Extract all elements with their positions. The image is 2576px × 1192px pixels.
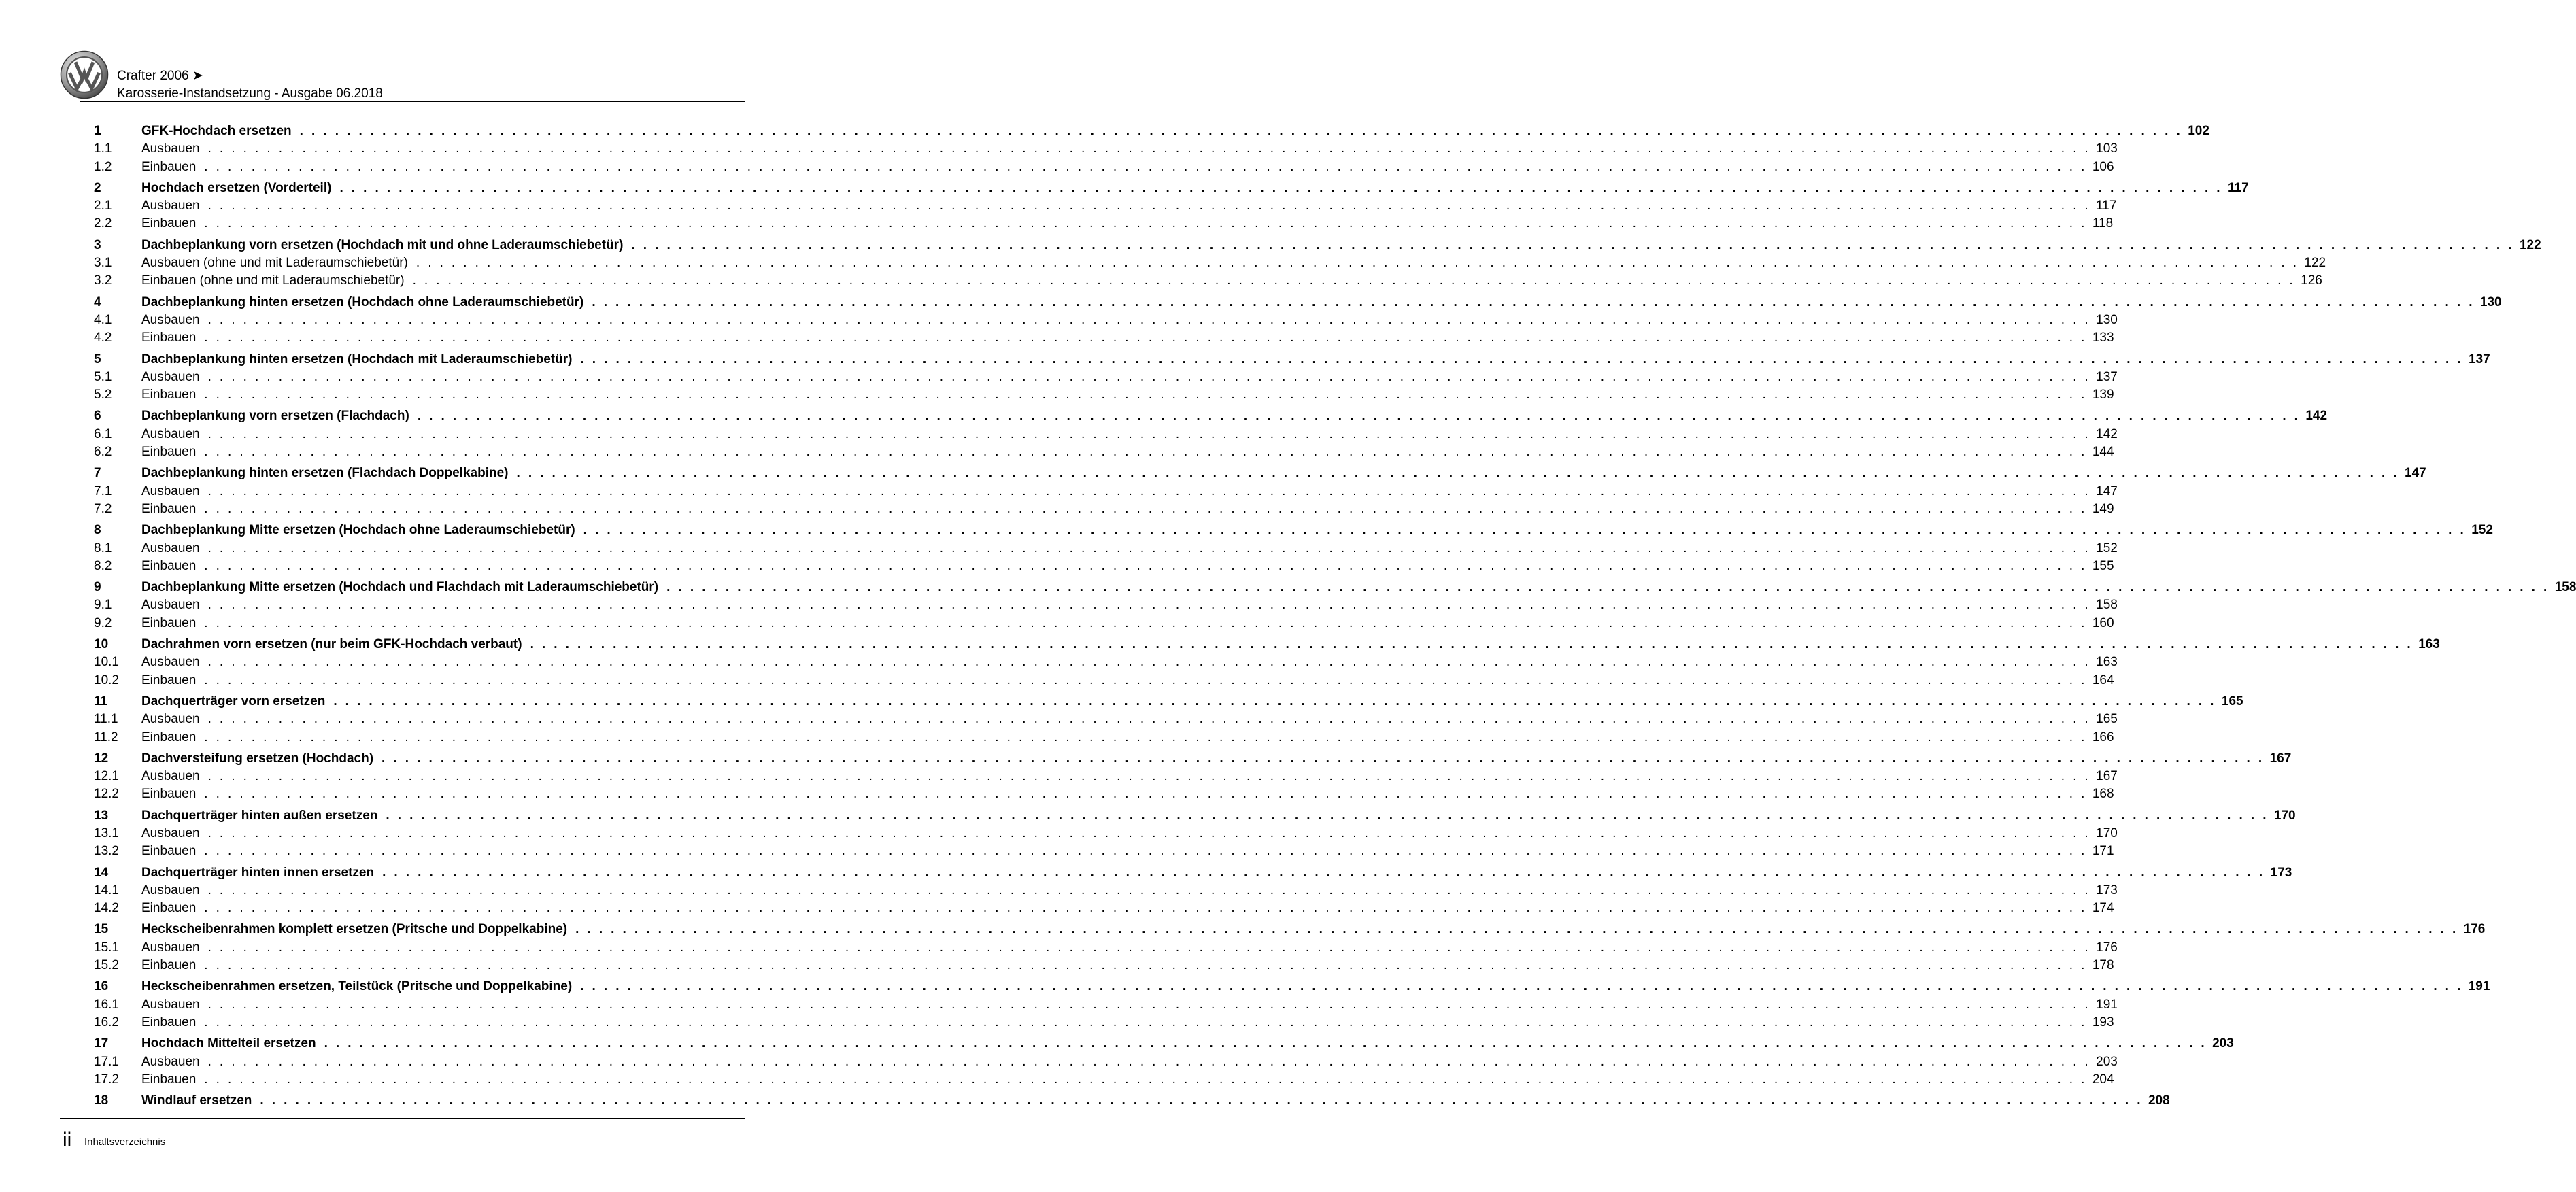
toc-number: 17.1 [94,1054,119,1069]
toc-page-number: 118 [2092,216,2114,231]
toc-title: Ausbauen [141,141,200,156]
toc-chapter-group [94,237,2541,290]
toc-page-number: 170 [2273,808,2296,823]
toc-section-row[interactable] [94,540,2118,558]
toc-number: 7.2 [94,501,112,516]
toc-section-row[interactable] [94,215,2114,233]
toc-number: 15.1 [94,940,119,955]
toc-section-row[interactable] [94,369,2118,386]
toc-page-number: 167 [2096,769,2118,784]
toc-number: 14.1 [94,883,119,898]
toc-title: Dachbeplankung hinten ersetzen (Hochdach ohne Laderaumschiebetür) [141,294,584,309]
toc-title: Einbauen [141,445,197,460]
toc-section-row[interactable] [94,140,2118,158]
toc-chapter-row[interactable] [94,921,2486,938]
toc-number: 10.1 [94,655,119,670]
toc-page-number: 168 [2092,787,2114,802]
toc-leader-dots: . . . . . . . . . . . . . . . . . . . . . . . . . . . . . . . . . . . . . . . . . . . . . . . . . . . . . . . . . . . . . . . . . . . . . . . . . . . . . . . . . . . . . . . . . . . . . . . . . . . . . . . . . . . . . . . . . . . . . . . . . . . . . . . . . . . . . . . . . . . . . . . . . . . . . . . . . . . . . . . . [204,159,2087,174]
toc-number: 8.1 [94,541,112,556]
toc-leader-dots: . . . . . . . . . . . . . . . . . . . . . . . . . . . . . . . . . . . . . . . . . . . . . . . . . . . . . . . . . . . . . . . . . . . . . . . . . . . . . . . . . . . . . . . . . . . . . . . . . . . . . . . . . . . . . . . . . . . . . . . . . . . . . . . . . . . . . . . . . . . . . . . . . . . . . . . . . . . . . . . . [324,1036,2207,1051]
toc-number: 17.2 [94,1072,119,1087]
toc-chapter-row[interactable] [94,579,2576,596]
toc-section-row[interactable] [94,254,2326,272]
toc-leader-dots: . . . . . . . . . . . . . . . . . . . . . . . . . . . . . . . . . . . . . . . . . . . . . . . . . . . . . . . . . . . . . . . . . . . . . . . . . . . . . . . . . . . . . . . . . . . . . . . . . . . . . . . . . . . . . . . . . . . . . . . . . . . . . . . . . . . . . . . . . . . . . . . . . . . . . . . . . . . . . . . . [207,541,2091,556]
toc-chapter-group [94,864,2292,918]
toc-page-number: 167 [2269,751,2292,766]
toc-leader-dots: . . . . . . . . . . . . . . . . . . . . . . . . . . . . . . . . . . . . . . . . . . . . . . . . . . . . . . . . . . . . . . . . . . . . . . . . . . . . . . . . . . . . . . . . . . . . . . . . . . . . . . . . . . . . . . . . . . . . . . . . . . . . . . . . . . . . . . . . . . . . . . . . . . . . . . . . . . . . . . . . [204,388,2087,403]
toc-title: Einbauen [141,730,197,745]
toc-title: Einbauen [141,1072,197,1087]
toc-leader-dots: . . . . . . . . . . . . . . . . . . . . . . . . . . . . . . . . . . . . . . . . . . . . . . . . . . . . . . . . . . . . . . . . . . . . . . . . . . . . . . . . . . . . . . . . . . . . . . . . . . . . . . . . . . . . . . . . . . . . . . . . . . . . . . . . . . . . . . . . . . . . . . . . . . . . . . . . . . . . . . . . [516,466,2400,481]
toc-chapter-row[interactable] [94,522,2493,539]
toc-leader-dots: . . . . . . . . . . . . . . . . . . . . . . . . . . . . . . . . . . . . . . . . . . . . . . . . . . . . . . . . . . . . . . . . . . . . . . . . . . . . . . . . . . . . . . . . . . . . . . . . . . . . . . . . . . . . . . . . . . . . . . . . . . . . . . . . . . . . . . . . . . . . . . . . . . . . . . . . . . . . . . . . [204,501,2087,516]
toc-page-number: 163 [2096,655,2118,670]
toc-title: Dachquerträger vorn ersetzen [141,694,326,709]
toc-number: 11.2 [94,730,118,745]
toc-leader-dots: . . . . . . . . . . . . . . . . . . . . . . . . . . . . . . . . . . . . . . . . . . . . . . . . . . . . . . . . . . . . . . . . . . . . . . . . . . . . . . . . . . . . . . . . . . . . . . . . . . . . . . . . . . . . . . . . . . . . . . . . . . . . . . . . . . . . . . . . . . . . . . . . . . . . . . . . . . . . . . . . [204,1072,2087,1087]
toc-leader-dots: . . . . . . . . . . . . . . . . . . . . . . . . . . . . . . . . . . . . . . . . . . . . . . . . . . . . . . . . . . . . . . . . . . . . . . . . . . . . . . . . . . . . . . . . . . . . . . . . . . . . . . . . . . . . . . . . . . . . . . . . . . . . . . . . . . . . . . . . . . . . . . . . . . . . . . . . . . . . . . . . [207,312,2091,327]
toc-section-row[interactable] [94,1014,2114,1032]
toc-title: Einbauen (ohne und mit Laderaumschiebetür) [141,273,405,288]
toc-chapter-group [94,407,2328,461]
toc-number: 6.2 [94,445,112,460]
toc-leader-dots: . . . . . . . . . . . . . . . . . . . . . . . . . . . . . . . . . . . . . . . . . . . . . . . . . . . . . . . . . . . . . . . . . . . . . . . . . . . . . . . . . . . . . . . . . . . . . . . . . . . . . . . . . . . . . . . . . . . . . . . . . . . . . . . . . . . . . . . . . . . . . . . . . . . . . . . . . . . . . . . . [575,922,2458,937]
toc-page-number: 191 [2096,997,2118,1012]
toc-title: Einbauen [141,159,197,174]
toc-leader-dots: . . . . . . . . . . . . . . . . . . . . . . . . . . . . . . . . . . . . . . . . . . . . . . . . . . . . . . . . . . . . . . . . . . . . . . . . . . . . . . . . . . . . . . . . . . . . . . . . . . . . . . . . . . . . . . . . . . . . . . . . . . . . . . . . . . . . . . . . . . . . . . . . . . . . . . . . . . . . . . . . [204,844,2087,859]
toc-chapter-row[interactable] [94,1035,2234,1053]
toc-page-number: 191 [2468,979,2490,994]
toc-leader-dots: . . . . . . . . . . . . . . . . . . . . . . . . . . . . . . . . . . . . . . . . . . . . . . . . . . . . . . . . . . . . . . . . . . . . . . . . . . . . . . . . . . . . . . . . . . . . . . . . . . . . . . . . . . . . . . . . . . . . . . . . . . . . . . . . . . . . . . . . . . . . . . . . . . . . . . . . . . . . . . . . [382,865,2265,880]
header-rule [80,101,745,102]
toc-section-row[interactable] [94,939,2118,957]
toc-page-number: 149 [2092,501,2114,516]
toc-title: Ausbauen [141,312,200,327]
toc-chapter-group [94,978,2490,1032]
toc-page-number: 142 [2096,426,2118,441]
toc-title: Einbauen [141,330,197,345]
toc-page-number: 122 [2519,237,2541,252]
toc-section-row[interactable] [94,329,2114,347]
toc-number: 4.1 [94,312,112,327]
toc-page-number: 133 [2092,330,2114,345]
toc-chapter-group [94,122,2209,176]
toc-title: Ausbauen [141,883,200,898]
toc-page-number: 155 [2092,558,2114,573]
toc-section-row[interactable] [94,426,2118,443]
footer-rule [60,1118,745,1119]
toc-title: Einbauen [141,501,197,516]
toc-page-number: 203 [2096,1054,2118,1069]
toc-number: 5.2 [94,388,112,403]
toc-leader-dots: . . . . . . . . . . . . . . . . . . . . . . . . . . . . . . . . . . . . . . . . . . . . . . . . . . . . . . . . . . . . . . . . . . . . . . . . . . . . . . . . . . . . . . . . . . . . . . . . . . . . . . . . . . . . . . . . . . . . . . . . . . . . . . . . . . . . . . . . . . . . . . . . . . . . . . . . . . . . . . . . [666,580,2549,595]
toc-number: 16 [94,979,109,994]
toc-leader-dots: . . . . . . . . . . . . . . . . . . . . . . . . . . . . . . . . . . . . . . . . . . . . . . . . . . . . . . . . . . . . . . . . . . . . . . . . . . . . . . . . . . . . . . . . . . . . . . . . . . . . . . . . . . . . . . . . . . . . . . . . . . . . . . . . . . . . . . . . . . . . . . . . . . . . . . . . . . . . . . . . [207,825,2091,840]
toc-title: GFK-Hochdach ersetzen [141,124,292,138]
toc-leader-dots: . . . . . . . . . . . . . . . . . . . . . . . . . . . . . . . . . . . . . . . . . . . . . . . . . . . . . . . . . . . . . . . . . . . . . . . . . . . . . . . . . . . . . . . . . . . . . . . . . . . . . . . . . . . . . . . . . . . . . . . . . . . . . . . . . . . . . . . . . . . . . . . . . . . . . . . . . . . . . . . . [207,1054,2091,1069]
toc-leader-dots: . . . . . . . . . . . . . . . . . . . . . . . . . . . . . . . . . . . . . . . . . . . . . . . . . . . . . . . . . . . . . . . . . . . . . . . . . . . . . . . . . . . . . . . . . . . . . . . . . . . . . . . . . . . . . . . . . . . . . . . . . . . . . . . . . . . . . . . . . . . . . . . . . . . . . . . . . . . . . . . . [583,523,2467,538]
toc-leader-dots: . . . . . . . . . . . . . . . . . . . . . . . . . . . . . . . . . . . . . . . . . . . . . . . . . . . . . . . . . . . . . . . . . . . . . . . . . . . . . . . . . . . . . . . . . . . . . . . . . . . . . . . . . . . . . . . . . . . . . . . . . . . . . . . . . . . . . . . . . . . . . . . . . . . . . . . . . . . . . . . . [207,883,2091,898]
toc-section-row[interactable] [94,653,2118,671]
toc-leader-dots: . . . . . . . . . . . . . . . . . . . . . . . . . . . . . . . . . . . . . . . . . . . . . . . . . . . . . . . . . . . . . . . . . . . . . . . . . . . . . . . . . . . . . . . . . . . . . . . . . . . . . . . . . . . . . . . . . . . . . . . . . . . . . . . . . . . . . . . . . . . . . . . . . . . . . . . . . . . . . . . . [204,787,2087,802]
toc-page-number: 173 [2270,865,2292,880]
toc-page-number: 174 [2092,901,2114,916]
toc-title: Heckscheibenrahmen komplett ersetzen (Pritsche und Doppelkabine) [141,922,568,937]
toc-leader-dots: . . . . . . . . . . . . . . . . . . . . . . . . . . . . . . . . . . . . . . . . . . . . . . . . . . . . . . . . . . . . . . . . . . . . . . . . . . . . . . . . . . . . . . . . . . . . . . . . . . . . . . . . . . . . . . . . . . . . . . . . . . . . . . . . . . . . . . . . . . . . . . . . . . . . . . . . . . . . . . . . [207,769,2091,784]
toc-title: Heckscheibenrahmen ersetzen, Teilstück (Pritsche und Doppelkabine) [141,979,573,994]
toc-section-row[interactable] [94,443,2114,461]
header-title: Crafter 2006 ➤ [117,69,203,83]
toc-section-row[interactable] [94,272,2322,290]
toc-page-number: 176 [2463,922,2486,937]
toc-title: Einbauen [141,216,197,231]
toc-leader-dots: . . . . . . . . . . . . . . . . . . . . . . . . . . . . . . . . . . . . . . . . . . . . . . . . . . . . . . . . . . . . . . . . . . . . . . . . . . . . . . . . . . . . . . . . . . . . . . . . . . . . . . . . . . . . . . . . . . . . . . . . . . . . . . . . . . . . . . . . . . . . . . . . . . . . . . . . . . . . . . . . [386,808,2269,823]
toc-leader-dots: . . . . . . . . . . . . . . . . . . . . . . . . . . . . . . . . . . . . . . . . . . . . . . . . . . . . . . . . . . . . . . . . . . . . . . . . . . . . . . . . . . . . . . . . . . . . . . . . . . . . . . . . . . . . . . . . . . . . . . . . . . . . . . . . . . . . . . . . . . . . . . . . . . . . . . . . . . . . . . . . [204,672,2087,687]
toc-number: 6 [94,409,101,424]
toc-number: 5.1 [94,369,112,384]
toc-chapter-row[interactable] [94,122,2209,140]
toc-number: 7 [94,466,101,481]
toc-title: Ausbauen (ohne und mit Laderaumschiebetür) [141,256,408,271]
toc-page-number: 158 [2554,580,2576,595]
toc-page-number: 152 [2471,523,2493,538]
toc-title: Einbauen [141,672,197,687]
toc-page-number: 165 [2221,694,2243,709]
toc-page-number: 165 [2096,712,2118,727]
toc-title: Ausbauen [141,997,200,1012]
toc-section-row[interactable] [94,558,2114,575]
toc-number: 6.1 [94,426,112,441]
toc-title: Ausbauen [141,598,200,613]
toc-leader-dots: . . . . . . . . . . . . . . . . . . . . . . . . . . . . . . . . . . . . . . . . . . . . . . . . . . . . . . . . . . . . . . . . . . . . . . . . . . . . . . . . . . . . . . . . . . . . . . . . . . . . . . . . . . . . . . . . . . . . . . . . . . . . . . . . . . . . . . . . . . . . . . . . . . . . . . . . . . . . . . . . [207,426,2091,441]
toc-page-number: 103 [2096,141,2118,156]
toc-page-number: 117 [2096,199,2117,214]
toc-number: 9 [94,580,101,595]
toc-page-number: 173 [2096,883,2118,898]
toc-title: Ausbauen [141,199,200,214]
toc-title: Ausbauen [141,369,200,384]
toc-leader-dots: . . . . . . . . . . . . . . . . . . . . . . . . . . . . . . . . . . . . . . . . . . . . . . . . . . . . . . . . . . . . . . . . . . . . . . . . . . . . . . . . . . . . . . . . . . . . . . . . . . . . . . . . . . . . . . . . . . . . . . . . . . . . . . . . . . . . . . . . . . . . . . . . . . . . . . . . . . . . . . . . [416,256,2299,271]
toc-chapter-row[interactable] [94,294,2502,311]
toc-number: 2.2 [94,216,112,231]
toc-title: Einbauen [141,615,197,630]
toc-page-number: 142 [2305,409,2328,424]
toc-chapter-row[interactable] [94,978,2490,995]
toc-number: 8.2 [94,558,112,573]
toc-page-number: 170 [2096,825,2118,840]
toc-title: Dachbeplankung hinten ersetzen (Flachdach Doppelkabine) [141,466,509,481]
toc-leader-dots: . . . . . . . . . . . . . . . . . . . . . . . . . . . . . . . . . . . . . . . . . . . . . . . . . . . . . . . . . . . . . . . . . . . . . . . . . . . . . . . . . . . . . . . . . . . . . . . . . . . . . . . . . . . . . . . . . . . . . . . . . . . . . . . . . . . . . . . . . . . . . . . . . . . . . . . . . . . . . . . . [204,958,2087,973]
toc-page-number: 137 [2469,352,2490,367]
footer-page-number: ii [63,1129,72,1151]
toc-section-row[interactable] [94,1053,2118,1071]
toc-chapter-group [94,693,2243,747]
toc-page-number: 152 [2096,541,2118,556]
toc-number: 7.1 [94,483,112,498]
toc-leader-dots: . . . . . . . . . . . . . . . . . . . . . . . . . . . . . . . . . . . . . . . . . . . . . . . . . . . . . . . . . . . . . . . . . . . . . . . . . . . . . . . . . . . . . . . . . . . . . . . . . . . . . . . . . . . . . . . . . . . . . . . . . . . . . . . . . . . . . . . . . . . . . . . . . . . . . . . . . . . . . . . . [207,141,2091,156]
toc-title: Windlauf ersetzen [141,1093,252,1108]
toc-leader-dots: . . . . . . . . . . . . . . . . . . . . . . . . . . . . . . . . . . . . . . . . . . . . . . . . . . . . . . . . . . . . . . . . . . . . . . . . . . . . . . . . . . . . . . . . . . . . . . . . . . . . . . . . . . . . . . . . . . . . . . . . . . . . . . . . . . . . . . . . . . . . . . . . . . . . . . . . . . . . . . . . [412,273,2296,288]
toc-chapter-row[interactable] [94,864,2292,882]
toc-number: 8 [94,523,101,538]
toc-leader-dots: . . . . . . . . . . . . . . . . . . . . . . . . . . . . . . . . . . . . . . . . . . . . . . . . . . . . . . . . . . . . . . . . . . . . . . . . . . . . . . . . . . . . . . . . . . . . . . . . . . . . . . . . . . . . . . . . . . . . . . . . . . . . . . . . . . . . . . . . . . . . . . . . . . . . . . . . . . . . . . . . [207,712,2091,727]
toc-leader-dots: . . . . . . . . . . . . . . . . . . . . . . . . . . . . . . . . . . . . . . . . . . . . . . . . . . . . . . . . . . . . . . . . . . . . . . . . . . . . . . . . . . . . . . . . . . . . . . . . . . . . . . . . . . . . . . . . . . . . . . . . . . . . . . . . . . . . . . . . . . . . . . . . . . . . . . . . . . . . . . . . [580,352,2463,367]
toc-leader-dots: . . . . . . . . . . . . . . . . . . . . . . . . . . . . . . . . . . . . . . . . . . . . . . . . . . . . . . . . . . . . . . . . . . . . . . . . . . . . . . . . . . . . . . . . . . . . . . . . . . . . . . . . . . . . . . . . . . . . . . . . . . . . . . . . . . . . . . . . . . . . . . . . . . . . . . . . . . . . . . . . [592,294,2475,309]
toc-page-number: 106 [2092,159,2114,174]
toc-section-row[interactable] [94,483,2118,500]
toc-leader-dots: . . . . . . . . . . . . . . . . . . . . . . . . . . . . . . . . . . . . . . . . . . . . . . . . . . . . . . . . . . . . . . . . . . . . . . . . . . . . . . . . . . . . . . . . . . . . . . . . . . . . . . . . . . . . . . . . . . . . . . . . . . . . . . . . . . . . . . . . . . . . . . . . . . . . . . . . . . . . . . . . [382,751,2265,766]
toc-number: 18 [94,1093,109,1108]
header-subtitle: Karosserie-Instandsetzung - Ausgabe 06.2018 [117,86,383,101]
toc-page-number: 147 [2405,466,2426,481]
toc-title: Einbauen [141,958,197,973]
toc-page-number: 160 [2092,615,2114,630]
toc-chapter-row[interactable] [94,180,2249,197]
toc-page-number: 204 [2092,1072,2114,1087]
toc-title: Einbauen [141,558,197,573]
toc-title: Einbauen [141,787,197,802]
toc-section-row[interactable] [94,729,2114,747]
toc-number: 3 [94,237,101,252]
toc-section-row[interactable] [94,672,2114,689]
toc-chapter-row[interactable] [94,464,2426,482]
toc-page-number: 144 [2092,445,2114,460]
toc-chapter-row[interactable] [94,636,2440,653]
toc-chapter-group [94,1092,2170,1110]
toc-chapter-row[interactable] [94,807,2296,825]
toc-number: 13 [94,808,109,823]
toc-title: Einbauen [141,1015,197,1029]
table-of-contents [94,122,2576,1113]
toc-title: Ausbauen [141,426,200,441]
toc-chapter-row[interactable] [94,693,2243,711]
toc-page-number: 139 [2092,388,2114,403]
toc-leader-dots: . . . . . . . . . . . . . . . . . . . . . . . . . . . . . . . . . . . . . . . . . . . . . . . . . . . . . . . . . . . . . . . . . . . . . . . . . . . . . . . . . . . . . . . . . . . . . . . . . . . . . . . . . . . . . . . . . . . . . . . . . . . . . . . . . . . . . . . . . . . . . . . . . . . . . . . . . . . . . . . . [207,598,2091,613]
toc-chapter-group [94,1035,2234,1089]
toc-chapter-group [94,636,2440,689]
toc-title: Ausbauen [141,483,200,498]
toc-page-number: 193 [2092,1015,2114,1029]
toc-number: 11 [94,694,108,709]
toc-number: 16.1 [94,997,119,1012]
toc-leader-dots: . . . . . . . . . . . . . . . . . . . . . . . . . . . . . . . . . . . . . . . . . . . . . . . . . . . . . . . . . . . . . . . . . . . . . . . . . . . . . . . . . . . . . . . . . . . . . . . . . . . . . . . . . . . . . . . . . . . . . . . . . . . . . . . . . . . . . . . . . . . . . . . . . . . . . . . . . . . . . . . . [299,124,2183,138]
toc-title: Hochdach Mittelteil ersetzen [141,1036,316,1051]
toc-chapter-row[interactable] [94,1092,2170,1110]
toc-number: 9.1 [94,598,112,613]
toc-number: 9.2 [94,615,112,630]
toc-chapter-group [94,294,2502,347]
toc-title: Einbauen [141,901,197,916]
toc-page-number: 203 [2212,1036,2234,1051]
toc-leader-dots: . . . . . . . . . . . . . . . . . . . . . . . . . . . . . . . . . . . . . . . . . . . . . . . . . . . . . . . . . . . . . . . . . . . . . . . . . . . . . . . . . . . . . . . . . . . . . . . . . . . . . . . . . . . . . . . . . . . . . . . . . . . . . . . . . . . . . . . . . . . . . . . . . . . . . . . . . . . . . . . . [339,180,2222,195]
toc-number: 13.1 [94,825,119,840]
toc-title: Dachbeplankung vorn ersetzen (Hochdach mit und ohne Laderaumschiebetür) [141,237,624,252]
toc-section-row[interactable] [94,500,2114,518]
toc-leader-dots: . . . . . . . . . . . . . . . . . . . . . . . . . . . . . . . . . . . . . . . . . . . . . . . . . . . . . . . . . . . . . . . . . . . . . . . . . . . . . . . . . . . . . . . . . . . . . . . . . . . . . . . . . . . . . . . . . . . . . . . . . . . . . . . . . . . . . . . . . . . . . . . . . . . . . . . . . . . . . . . . [204,1015,2087,1029]
toc-page-number: 126 [2301,273,2322,288]
toc-page-number: 178 [2092,958,2114,973]
toc-title: Dachversteifung ersetzen (Hochdach) [141,751,374,766]
toc-title: Dachbeplankung Mitte ersetzen (Hochdach und Flachdach mit Laderaumschiebetür) [141,580,659,595]
toc-section-row[interactable] [94,311,2118,329]
toc-page-number: 137 [2096,369,2118,384]
toc-title: Dachrahmen vorn ersetzen (nur beim GFK-Hochdach verbaut) [141,637,522,652]
footer-section-label: Inhaltsverzeichnis [84,1136,166,1148]
toc-leader-dots: . . . . . . . . . . . . . . . . . . . . . . . . . . . . . . . . . . . . . . . . . . . . . . . . . . . . . . . . . . . . . . . . . . . . . . . . . . . . . . . . . . . . . . . . . . . . . . . . . . . . . . . . . . . . . . . . . . . . . . . . . . . . . . . . . . . . . . . . . . . . . . . . . . . . . . . . . . . . . . . . [207,655,2091,670]
toc-title: Einbauen [141,388,197,403]
toc-chapter-group [94,351,2490,405]
toc-chapter-group [94,579,2576,632]
toc-leader-dots: . . . . . . . . . . . . . . . . . . . . . . . . . . . . . . . . . . . . . . . . . . . . . . . . . . . . . . . . . . . . . . . . . . . . . . . . . . . . . . . . . . . . . . . . . . . . . . . . . . . . . . . . . . . . . . . . . . . . . . . . . . . . . . . . . . . . . . . . . . . . . . . . . . . . . . . . . . . . . . . . [207,940,2091,955]
toc-section-row[interactable] [94,957,2114,974]
toc-section-row[interactable] [94,825,2118,842]
toc-chapter-row[interactable] [94,351,2490,369]
toc-leader-dots: . . . . . . . . . . . . . . . . . . . . . . . . . . . . . . . . . . . . . . . . . . . . . . . . . . . . . . . . . . . . . . . . . . . . . . . . . . . . . . . . . . . . . . . . . . . . . . . . . . . . . . . . . . . . . . . . . . . . . . . . . . . . . . . . . . . . . . . . . . . . . . . . . . . . . . . . . . . . . . . . [204,901,2087,916]
toc-section-row[interactable] [94,615,2114,632]
toc-leader-dots: . . . . . . . . . . . . . . . . . . . . . . . . . . . . . . . . . . . . . . . . . . . . . . . . . . . . . . . . . . . . . . . . . . . . . . . . . . . . . . . . . . . . . . . . . . . . . . . . . . . . . . . . . . . . . . . . . . . . . . . . . . . . . . . . . . . . . . . . . . . . . . . . . . . . . . . . . . . . . . . . [204,558,2087,573]
toc-number: 1.2 [94,159,112,174]
toc-leader-dots: . . . . . . . . . . . . . . . . . . . . . . . . . . . . . . . . . . . . . . . . . . . . . . . . . . . . . . . . . . . . . . . . . . . . . . . . . . . . . . . . . . . . . . . . . . . . . . . . . . . . . . . . . . . . . . . . . . . . . . . . . . . . . . . . . . . . . . . . . . . . . . . . . . . . . . . . . . . . . . . . [204,330,2087,345]
toc-chapter-group [94,921,2486,974]
toc-title: Einbauen [141,844,197,859]
toc-number: 11.1 [94,712,118,727]
toc-title: Dachquerträger hinten innen ersetzen [141,865,375,880]
toc-number: 14.2 [94,901,119,916]
toc-section-row[interactable] [94,768,2118,785]
toc-chapter-group [94,807,2296,861]
toc-leader-dots: . . . . . . . . . . . . . . . . . . . . . . . . . . . . . . . . . . . . . . . . . . . . . . . . . . . . . . . . . . . . . . . . . . . . . . . . . . . . . . . . . . . . . . . . . . . . . . . . . . . . . . . . . . . . . . . . . . . . . . . . . . . . . . . . . . . . . . . . . . . . . . . . . . . . . . . . . . . . . . . . [204,216,2087,231]
toc-number: 1.1 [94,141,112,156]
toc-page-number: 147 [2096,483,2118,498]
toc-title: Dachbeplankung Mitte ersetzen (Hochdach ohne Laderaumschiebetür) [141,523,575,538]
toc-title: Dachbeplankung vorn ersetzen (Flachdach) [141,409,409,424]
toc-page-number: 130 [2479,294,2502,309]
toc-number: 12 [94,751,109,766]
toc-leader-dots: . . . . . . . . . . . . . . . . . . . . . . . . . . . . . . . . . . . . . . . . . . . . . . . . . . . . . . . . . . . . . . . . . . . . . . . . . . . . . . . . . . . . . . . . . . . . . . . . . . . . . . . . . . . . . . . . . . . . . . . . . . . . . . . . . . . . . . . . . . . . . . . . . . . . . . . . . . . . . . . . [204,445,2087,460]
toc-leader-dots: . . . . . . . . . . . . . . . . . . . . . . . . . . . . . . . . . . . . . . . . . . . . . . . . . . . . . . . . . . . . . . . . . . . . . . . . . . . . . . . . . . . . . . . . . . . . . . . . . . . . . . . . . . . . . . . . . . . . . . . . . . . . . . . . . . . . . . . . . . . . . . . . . . . . . . . . . . . . . . . . [333,694,2216,709]
toc-leader-dots: . . . . . . . . . . . . . . . . . . . . . . . . . . . . . . . . . . . . . . . . . . . . . . . . . . . . . . . . . . . . . . . . . . . . . . . . . . . . . . . . . . . . . . . . . . . . . . . . . . . . . . . . . . . . . . . . . . . . . . . . . . . . . . . . . . . . . . . . . . . . . . . . . . . . . . . . . . . . . . . . [260,1093,2143,1108]
toc-number: 3.1 [94,256,112,271]
toc-page-number: 163 [2418,637,2440,652]
toc-number: 17 [94,1036,109,1051]
toc-number: 3.2 [94,273,112,288]
toc-leader-dots: . . . . . . . . . . . . . . . . . . . . . . . . . . . . . . . . . . . . . . . . . . . . . . . . . . . . . . . . . . . . . . . . . . . . . . . . . . . . . . . . . . . . . . . . . . . . . . . . . . . . . . . . . . . . . . . . . . . . . . . . . . . . . . . . . . . . . . . . . . . . . . . . . . . . . . . . . . . . . . . . [207,483,2091,498]
toc-title: Ausbauen [141,1054,200,1069]
toc-section-row[interactable] [94,386,2114,404]
toc-section-row[interactable] [94,197,2117,215]
toc-title: Ausbauen [141,655,200,670]
toc-page-number: 164 [2092,672,2114,687]
toc-page-number: 158 [2096,598,2118,613]
toc-page-number: 122 [2304,256,2326,271]
toc-title: Dachquerträger hinten außen ersetzen [141,808,378,823]
toc-chapter-group [94,180,2249,233]
toc-number: 4 [94,294,101,309]
toc-number: 1 [94,124,101,138]
toc-leader-dots: . . . . . . . . . . . . . . . . . . . . . . . . . . . . . . . . . . . . . . . . . . . . . . . . . . . . . . . . . . . . . . . . . . . . . . . . . . . . . . . . . . . . . . . . . . . . . . . . . . . . . . . . . . . . . . . . . . . . . . . . . . . . . . . . . . . . . . . . . . . . . . . . . . . . . . . . . . . . . . . . [417,409,2301,424]
toc-number: 16.2 [94,1015,119,1029]
toc-number: 2.1 [94,199,112,214]
toc-number: 15 [94,922,109,937]
toc-number: 10.2 [94,672,119,687]
toc-title: Ausbauen [141,712,200,727]
toc-number: 2 [94,180,101,195]
toc-number: 13.2 [94,844,119,859]
toc-leader-dots: . . . . . . . . . . . . . . . . . . . . . . . . . . . . . . . . . . . . . . . . . . . . . . . . . . . . . . . . . . . . . . . . . . . . . . . . . . . . . . . . . . . . . . . . . . . . . . . . . . . . . . . . . . . . . . . . . . . . . . . . . . . . . . . . . . . . . . . . . . . . . . . . . . . . . . . . . . . . . . . . [207,997,2091,1012]
toc-section-row[interactable] [94,785,2114,803]
toc-section-row[interactable] [94,1071,2114,1089]
toc-page-number: 208 [2148,1093,2170,1108]
toc-leader-dots: . . . . . . . . . . . . . . . . . . . . . . . . . . . . . . . . . . . . . . . . . . . . . . . . . . . . . . . . . . . . . . . . . . . . . . . . . . . . . . . . . . . . . . . . . . . . . . . . . . . . . . . . . . . . . . . . . . . . . . . . . . . . . . . . . . . . . . . . . . . . . . . . . . . . . . . . . . . . . . . . [631,237,2514,252]
toc-number: 4.2 [94,330,112,345]
toc-number: 12.1 [94,769,119,784]
toc-chapter-group [94,750,2292,804]
toc-title: Ausbauen [141,940,200,955]
toc-section-row[interactable] [94,158,2114,176]
toc-section-row[interactable] [94,596,2118,614]
toc-number: 12.2 [94,787,119,802]
toc-section-row[interactable] [94,900,2114,917]
toc-title: Ausbauen [141,825,200,840]
toc-leader-dots: . . . . . . . . . . . . . . . . . . . . . . . . . . . . . . . . . . . . . . . . . . . . . . . . . . . . . . . . . . . . . . . . . . . . . . . . . . . . . . . . . . . . . . . . . . . . . . . . . . . . . . . . . . . . . . . . . . . . . . . . . . . . . . . . . . . . . . . . . . . . . . . . . . . . . . . . . . . . . . . . [204,615,2087,630]
toc-chapter-row[interactable] [94,237,2541,254]
toc-title: Dachbeplankung hinten ersetzen (Hochdach mit Laderaumschiebetür) [141,352,573,367]
toc-leader-dots: . . . . . . . . . . . . . . . . . . . . . . . . . . . . . . . . . . . . . . . . . . . . . . . . . . . . . . . . . . . . . . . . . . . . . . . . . . . . . . . . . . . . . . . . . . . . . . . . . . . . . . . . . . . . . . . . . . . . . . . . . . . . . . . . . . . . . . . . . . . . . . . . . . . . . . . . . . . . . . . . [204,730,2087,745]
toc-leader-dots: . . . . . . . . . . . . . . . . . . . . . . . . . . . . . . . . . . . . . . . . . . . . . . . . . . . . . . . . . . . . . . . . . . . . . . . . . . . . . . . . . . . . . . . . . . . . . . . . . . . . . . . . . . . . . . . . . . . . . . . . . . . . . . . . . . . . . . . . . . . . . . . . . . . . . . . . . . . . . . . . [207,199,2091,214]
toc-section-row[interactable] [94,882,2118,900]
toc-title: Hochdach ersetzen (Vorderteil) [141,180,332,195]
toc-chapter-group [94,522,2493,575]
toc-chapter-row[interactable] [94,407,2328,425]
toc-section-row[interactable] [94,996,2118,1014]
toc-section-row[interactable] [94,711,2118,728]
toc-page-number: 166 [2092,730,2114,745]
toc-title: Ausbauen [141,769,200,784]
vw-logo [60,50,109,99]
toc-number: 15.2 [94,958,119,973]
toc-page-number: 102 [2188,124,2209,138]
toc-chapter-row[interactable] [94,750,2292,768]
toc-number: 14 [94,865,109,880]
toc-leader-dots: . . . . . . . . . . . . . . . . . . . . . . . . . . . . . . . . . . . . . . . . . . . . . . . . . . . . . . . . . . . . . . . . . . . . . . . . . . . . . . . . . . . . . . . . . . . . . . . . . . . . . . . . . . . . . . . . . . . . . . . . . . . . . . . . . . . . . . . . . . . . . . . . . . . . . . . . . . . . . . . . [580,979,2463,994]
toc-number: 10 [94,637,109,652]
toc-chapter-group [94,464,2426,518]
toc-leader-dots: . . . . . . . . . . . . . . . . . . . . . . . . . . . . . . . . . . . . . . . . . . . . . . . . . . . . . . . . . . . . . . . . . . . . . . . . . . . . . . . . . . . . . . . . . . . . . . . . . . . . . . . . . . . . . . . . . . . . . . . . . . . . . . . . . . . . . . . . . . . . . . . . . . . . . . . . . . . . . . . . [207,369,2091,384]
toc-number: 5 [94,352,101,367]
toc-section-row[interactable] [94,842,2114,860]
toc-page-number: 171 [2092,844,2114,859]
toc-page-number: 176 [2096,940,2118,955]
toc-leader-dots: . . . . . . . . . . . . . . . . . . . . . . . . . . . . . . . . . . . . . . . . . . . . . . . . . . . . . . . . . . . . . . . . . . . . . . . . . . . . . . . . . . . . . . . . . . . . . . . . . . . . . . . . . . . . . . . . . . . . . . . . . . . . . . . . . . . . . . . . . . . . . . . . . . . . . . . . . . . . . . . . [530,637,2413,652]
toc-title: Ausbauen [141,541,200,556]
toc-page-number: 130 [2096,312,2118,327]
toc-page-number: 117 [2227,180,2249,195]
